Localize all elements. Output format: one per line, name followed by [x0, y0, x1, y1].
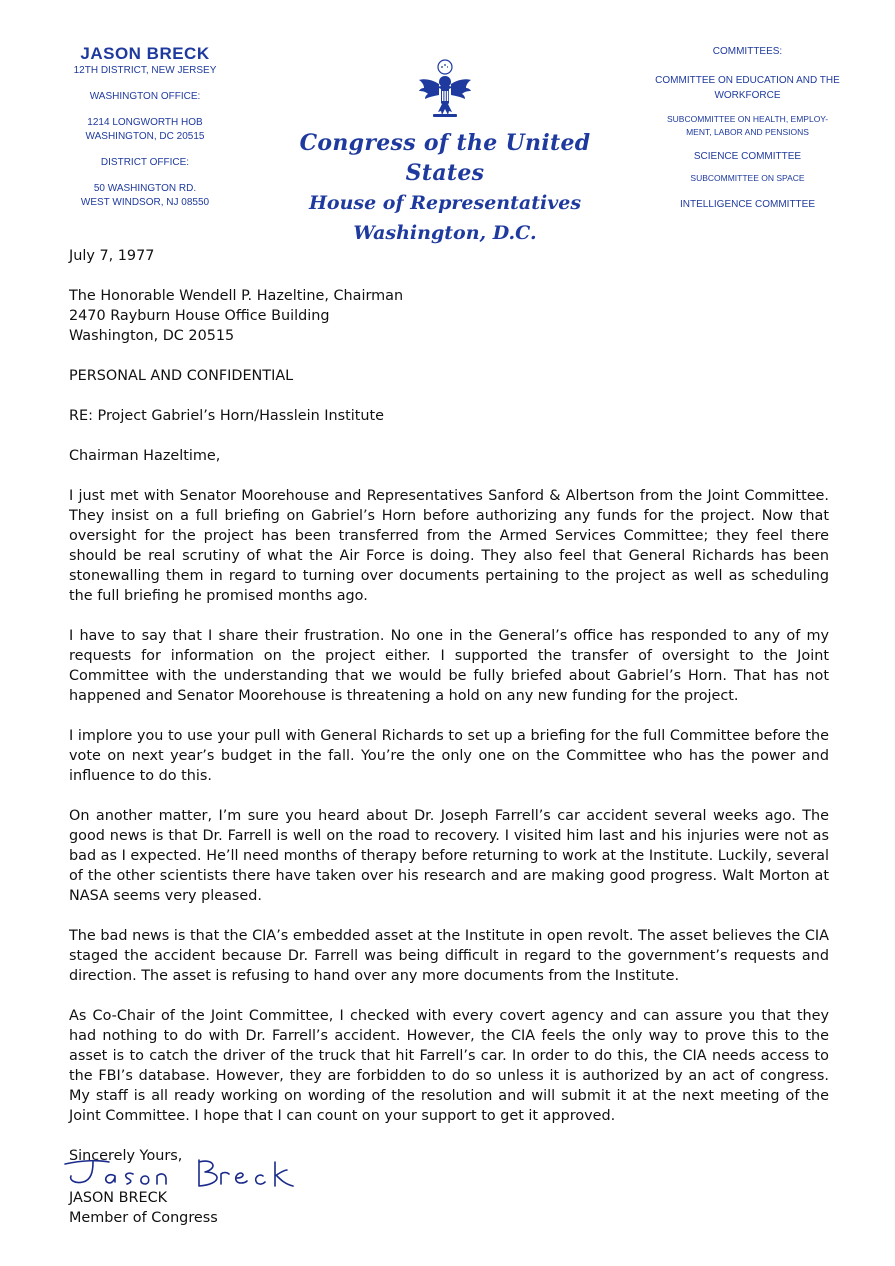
- subject-line: RE: Project Gabriel’s Horn/Hasslein Institute: [69, 408, 385, 424]
- handwritten-signature: [63, 1156, 303, 1190]
- paragraph-3: I implore you to use your pull with General Richards to set up a briefing for the full Committee before the vote on next year’s budget in the fall. You’re the only one on the Committee who has the power and influence to do this.: [69, 728, 829, 784]
- letter-date: July 7, 1977: [69, 248, 155, 264]
- congress-title: Congress of the United States: [299, 130, 591, 186]
- paragraph-1: I just met with Senator Moorehouse and Representatives Sanford & Albertson from the Joint Committee. They insist on a full briefing on Gabriel’s Horn before authorizing any funds for the project. Now that oversight for the project has been transferred from the Armed Services Committee; they feel there should be real scrutiny of what the Air Force is doing. They also feel that General Richards has been stonewalling them in regard to turning over documents pertaining to the project as well as scheduling the full briefing he promised months ago.: [69, 488, 829, 604]
- committees-label: COMMITTEES:: [712, 46, 783, 57]
- recipient-line1: The Honorable Wendell P. Hazeltine, Chairman: [69, 288, 404, 304]
- district-office-line1: 50 WASHINGTON RD.: [93, 183, 197, 194]
- washington-office-line2: WASHINGTON, DC 20515: [85, 131, 205, 142]
- washington-office-line1: 1214 LONGWORTH HOB: [87, 117, 203, 128]
- district-office-line2: WEST WINDSOR, NJ 08550: [80, 197, 210, 208]
- signer-name: JASON BRECK: [69, 1190, 168, 1206]
- city-title: Washington, D.C.: [353, 222, 537, 244]
- washington-office-label: WASHINGTON OFFICE:: [89, 91, 201, 102]
- letter-body: [69, 246, 829, 1228]
- house-title: House of Representatives: [308, 192, 582, 214]
- closing: Sincerely Yours,: [69, 1148, 183, 1164]
- letterhead-center: [280, 58, 610, 248]
- confidential-notice: PERSONAL AND CONFIDENTIAL: [69, 368, 294, 384]
- signer-title: Member of Congress: [69, 1210, 218, 1226]
- signature: [69, 1166, 829, 1188]
- recipient-line2: 2470 Rayburn House Office Building: [69, 308, 330, 324]
- recipient-line3: Washington, DC 20515: [69, 328, 235, 344]
- district-office-label: DISTRICT OFFICE:: [100, 157, 190, 168]
- subcommittee-space: SUBCOMMITTEE ON SPACE: [690, 173, 805, 183]
- committee-science: SCIENCE COMMITTEE: [693, 151, 802, 162]
- paragraph-6: As Co-Chair of the Joint Committee, I checked with every covert agency and can assure you that they had nothing to do with Dr. Farrell’s accident. However, the CIA feels the only way to prove this to the asset is to catch the driver of the truck that hit Farrell’s car. In order to do this, the CIA needs access to the FBI’s database. However, they are forbidden to do so unless it is authorized by an act of congress. My staff is all ready working on wording of the resolution and will submit it at the next meeting of the Joint Committee. I hope that I can count on your support to get it approved.: [69, 1008, 829, 1124]
- district: 12TH DISTRICT, NEW JERSEY: [73, 65, 217, 76]
- eagle-seal-icon: [415, 58, 475, 124]
- letterhead-right: [640, 44, 855, 212]
- committee-education-line1: COMMITTEE ON EDUCATION AND THE: [655, 75, 840, 86]
- committee-education-line2: WORKFORCE: [714, 90, 781, 101]
- committee-intelligence: INTELLIGENCE COMMITTEE: [679, 199, 815, 210]
- paragraph-4: On another matter, I’m sure you heard about Dr. Joseph Farrell’s car accident several weeks ago. The good news is that Dr. Farrell is well on the road to recovery. I visited him last and his injuries were not as bad as I expected. He’ll need months of therapy before returning to work at the Institute. Luckily, several of the other scientists there have taken over his research and are making good progress. Walt Morton at NASA seems very pleased.: [69, 808, 829, 904]
- subcommittee-health-line1: SUBCOMMITTEE ON HEALTH, EMPLOY-: [666, 114, 829, 124]
- salutation: Chairman Hazeltime,: [69, 448, 221, 464]
- paragraph-5: The bad news is that the CIA’s embedded asset at the Institute in open revolt. The asset believes the CIA staged the accident because Dr. Farrell was being difficult in regard to the government’s requests and direction. The asset is refusing to hand over any more documents from the Institute.: [69, 928, 829, 984]
- subcommittee-health-line2: MENT, LABOR AND PENSIONS: [686, 127, 809, 137]
- letterhead-left: [40, 44, 250, 210]
- paragraph-2: I have to say that I share their frustration. No one in the General’s office has responded to any of my requests for information on the project either. I supported the transfer of oversight to the Joint Committee with the understanding that we would be fully briefed about Gabriel’s Horn. That has not happened and Senator Moorehouse is threatening a hold on any new funding for the project.: [69, 628, 829, 704]
- member-name: JASON BRECK: [80, 44, 210, 63]
